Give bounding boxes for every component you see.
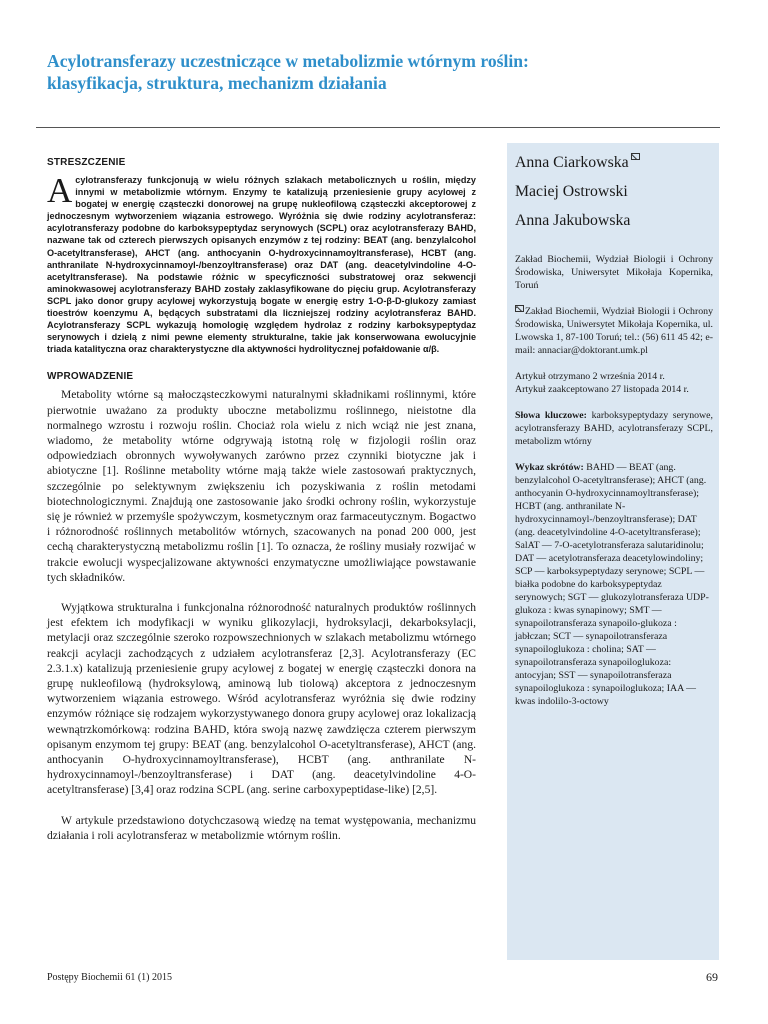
author-1-name: Anna Ciarkowska <box>515 154 629 171</box>
envelope-icon <box>631 153 640 160</box>
keywords-label: Słowa kluczowe: <box>515 410 587 421</box>
abbreviations-label: Wykaz skrótów: <box>515 462 584 473</box>
abbreviations-text: BAHD — BEAT (ang. benzylalcohol O-acetyltransferase); AHCT (ang. anthocyanin O-hydroxycinnamoyltransferase); HCBT (ang. anthranilate N-hydroxycinnamoyl-/benzoyltransferase); DAT (ang. deacetylvindoline 4-O-acetyltransferase); SalAT — 7-O-acetylotransferaza salutaridinolu; DAT — acetylotransferaza deacetylowindoliny; SCP — karboksypeptydazy serynowe; SCPL — białka podobne do karboksypeptydaz serynowych; SGT — glukozylotransferaza UDP-glukoza : kwas synapinowy; SMT — synapoilotransferaza synapoilo-glukoza : jabłczan; SCT — synapoilotransferaza synapoiloglukoza : cholina; SAT — synapoilotransferaza synapoiloglukoza: antocyjan; SST — synapoilotransferaza synapoiloglukoza : synapoiloglukoza; IAA — kwas indolilo-3-octowy <box>515 462 709 707</box>
author-1 <box>515 153 713 173</box>
correspondence-text: Zakład Biochemii, Wydział Biologii i Ochrony Środowiska, Uniwersytet Mikołaja Kopernika, ul. Lwowska 1, 87-100 Toruń; tel.: (56) 611 45 42; e-mail: annaciar@doktorant.umk.pl <box>515 306 713 356</box>
author-2: Maciej Ostrowski <box>515 183 628 200</box>
abstract-body: cylotransferazy funkcjonują w wielu różnych szlakach metabolicznych u roślin, między innymi w metabolizmie wtórnym. Enzymy te katalizują przeniesienie grupy acylowej z bogatej w energię cząsteczki donorowej na grupę nukleofilową cząsteczki akceptorowej z jednoczesnym wytworzeniem wiązania estrowego. Wyróżnia się dwie rodziny acylotransferaz: acylotransferazy podobne do karboksypeptydaz serynowych (SCPL) oraz acylotransferazy BAHD, nazwane tak od czterech pierwszych opisanych enzymów z tej rodziny: BEAT (ang. benzylalcohol O-acetyltransferase), AHCT (ang. anthocyanin O-hydroxycinnamoyltransferase), HCBT (ang. anthranilate N-hydroxycinnamoyl-/benzoyltransferase) oraz DAT (ang. deacetylvindoline 4-O-acetyltransferase). Na podstawie różnic w specyficzności substratowej oraz sekwencji aminokwasowej acylotransferazy BAHD zostały zaklasyfikowane do pięciu grup. Acylotransferazy SCPL jako donor grupy acylowej wykorzystują bogate w energię estry 1-O-β-D-glukozy zamiast tioestrów koenzymu A, będących substratami dla liczniejszej rodziny acylotransferaz BAHD. Acylotransferazy SCPL wykazują homologię względem hydrolaz z rodziny karboksypeptydaz serynowych i dzielą z nimi pewne elementy strukturalne, takie jak konserwowana ewolucyjnie triada katalityczna oraz charakterystyczne dla aktywności hydrolitycznej pofałdowanie α/β. <box>47 175 476 355</box>
correspondence <box>515 305 713 357</box>
drop-cap: A <box>47 171 73 210</box>
correspondence-envelope-icon <box>515 305 524 312</box>
abstract-text <box>47 171 476 355</box>
main-column <box>47 157 476 844</box>
page-number: 69 <box>706 970 718 984</box>
intro-paragraph-3: W artykule przedstawiono dotychczasową wiedzę na temat występowania, mechanizmu działania i roli acylotransferaz w metabolizmie wtórnym roślin. <box>47 814 476 842</box>
affiliation: Zakład Biochemii, Wydział Biologii i Ochrony Środowiska, Uniwersytet Mikołaja Kopernika, Toruń <box>515 254 713 291</box>
keywords-text: karboksypeptydazy serynowe, acylotransferazy BAHD, acylotransferazy SCPL, metabolizm wtórny <box>515 410 713 447</box>
journal-citation: Postępy Biochemii 61 (1) 2015 <box>47 972 172 983</box>
abbreviations <box>515 461 713 708</box>
abstract-heading: STRESZCZENIE <box>47 157 126 168</box>
article-title: Acylotransferazy uczestniczące w metabolizmie wtórnym roślin: klasyfikacja, struktura, mechanizm działania <box>47 51 529 93</box>
author-sidebar <box>507 143 719 960</box>
received-date: Artykuł otrzymano 2 września 2014 r. <box>515 371 665 382</box>
author-3: Anna Jakubowska <box>515 212 631 229</box>
intro-paragraph-2: Wyjątkowa strukturalna i funkcjonalna różnorodność naturalnych produktów roślinnych jest efektem ich modyfikacji w wyniku glikozylacji, hydroksylacji, dekarboksylacji, metylacji oraz szczególnie szeroko rozpowszechnionych w szlakach metabolizmu wtórnego reakcji acylacji zachodzących z udziałem acylotransferaz [2,3]. Acylotransferazy (EC 2.3.1.x) katalizują przeniesienie grupy acylowej z bogatej w energię cząsteczki donora na grupę nukleofilową (hydroksylową, aminową lub tiolową) akceptora z jednoczesnym wytworzeniem wiązania estrowego. Wśród acylotransferaz wyróżnia się dwie rodziny enzymów różniące się rodzajem wykorzystywanego donora grupy acylowej oraz lokalizacją wewnątrzkomórkową: rodzina BAHD, która swoją nazwę zawdzięcza czterem pierwszym opisanym enzymom tej grupy: BEAT (ang. benzylalcohol O-acetyltransferase), AHCT (ang. anthocyanin O-hydroxycinnamoyltransferase), HCBT (ang. anthranilate N-hydroxycinnamoyl-/benzoyltransferase) i DAT (ang. deacetylvindoline 4-O-acetyltransferase) [3,4] oraz rodzina SCPL (ang. serine carboxypeptidase-like) [2,5]. <box>47 602 476 797</box>
intro-paragraph-1: Metabolity wtórne są małocząsteczkowymi naturalnymi składnikami roślinnymi, które pierwotnie uważano za produkty uboczne metabolizmu roślinnego, nieistotne dla normalnego wzrostu i rozwoju roślin. Chociaż rola wielu z nich wciąż nie jest znana, wiadomo, że metabolity wtórne odgrywają istotną rolę w fizjologii roślin oraz odpowiedziach obronnych wywoływanych zarówno przez czynniki biotyczne jak i abiotyczne [1]. Roślinne metabolity wtórne mają także wiele zastosowań praktycznych, szczególnie po selektywnym zwiększeniu ich pozyskiwania z roślin metodami biotechnologicznymi. Znajdują one zastosowanie jako środki ochrony roślin, wykorzystuje się je również w przemyśle spożywczym, kosmetycznym oraz farmaceutycznym. Bogactwo i różnorodność roślinnych metabolitów wtórnych, szacowanych na ponad 200 000, jest cechą charakterystyczną metabolizmu roślin [1]. To oznacza, że rośliny musiały rozwijać w trakcie ewolucji wyspecjalizowane aktywności enzymatyczne umożliwiające powstawanie tych składników. <box>47 389 476 584</box>
keywords <box>515 409 713 448</box>
header-divider <box>36 127 720 128</box>
accepted-date: Artykuł zaakceptowano 27 listopada 2014 r. <box>515 384 689 395</box>
intro-heading: WPROWADZENIE <box>47 371 134 383</box>
